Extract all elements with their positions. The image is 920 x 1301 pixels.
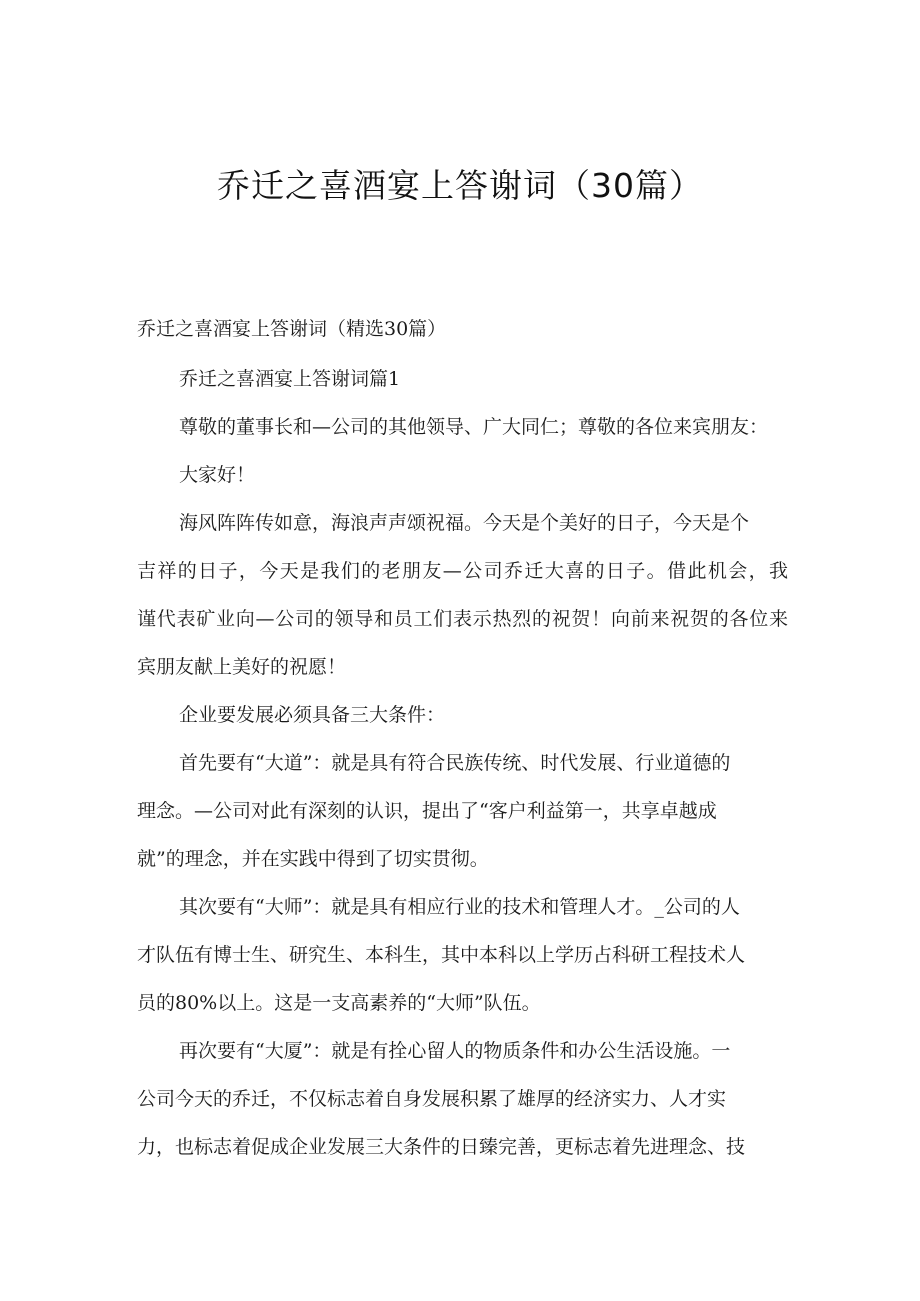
document-title: 乔迁之喜酒宴上答谢词（30篇）: [217, 166, 703, 205]
paragraph-line: 宾朋友献上美好的祝愿！: [137, 656, 347, 678]
paragraph-line: 力，也标志着促成企业发展三大条件的日臻完善，更标志着先进理念、技: [137, 1136, 746, 1158]
section-heading: 乔迁之喜酒宴上答谢词篇1: [179, 368, 401, 390]
paragraph-line: 公司今天的乔迁，不仅标志着自身发展积累了雄厚的经济实力、人才实: [137, 1088, 727, 1110]
paragraph-line: 企业要发展必须具备三大条件：: [179, 704, 446, 726]
paragraph-line: 理念。—公司对此有深刻的认识，提出了“客户利益第一，共享卓越成: [137, 800, 717, 822]
paragraph-line: 其次要有“大师”：就是具有相应行业的技术和管理人才。_公司的人: [179, 896, 740, 918]
paragraph-line: 才队伍有博士生、研究生、本科生，其中本科以上学历占科研工程技术人: [137, 944, 746, 966]
paragraph-line: 海风阵阵传如意，海浪声声颂祝福。今天是个美好的日子，今天是个: [179, 512, 750, 534]
salutation-line: 尊敬的董事长和—公司的其他领导、广大同仁；尊敬的各位来宾朋友：: [179, 416, 769, 438]
paragraph-line: 就”的理念，并在实践中得到了切实贯彻。: [137, 848, 489, 870]
greeting-line: 大家好！: [179, 464, 256, 486]
paragraph-line: 首先要有“大道”：就是具有符合民族传统、时代发展、行业道德的: [179, 752, 731, 774]
paragraph-line: 吉祥的日子，今天是我们的老朋友—公司乔迁大喜的日子。借此机会，我: [137, 560, 788, 582]
paragraph-line: 再次要有“大厦”：就是有拴心留人的物质条件和办公生活设施。一: [179, 1040, 731, 1062]
subtitle-line: 乔迁之喜酒宴上答谢词（精选30篇）: [137, 318, 447, 340]
paragraph-line: 谨代表矿业向—公司的领导和员工们表示热烈的祝贺！向前来祝贺的各位来: [137, 608, 788, 630]
paragraph-line: 员的80%以上。这是一支高素养的“大师”队伍。: [137, 992, 541, 1014]
